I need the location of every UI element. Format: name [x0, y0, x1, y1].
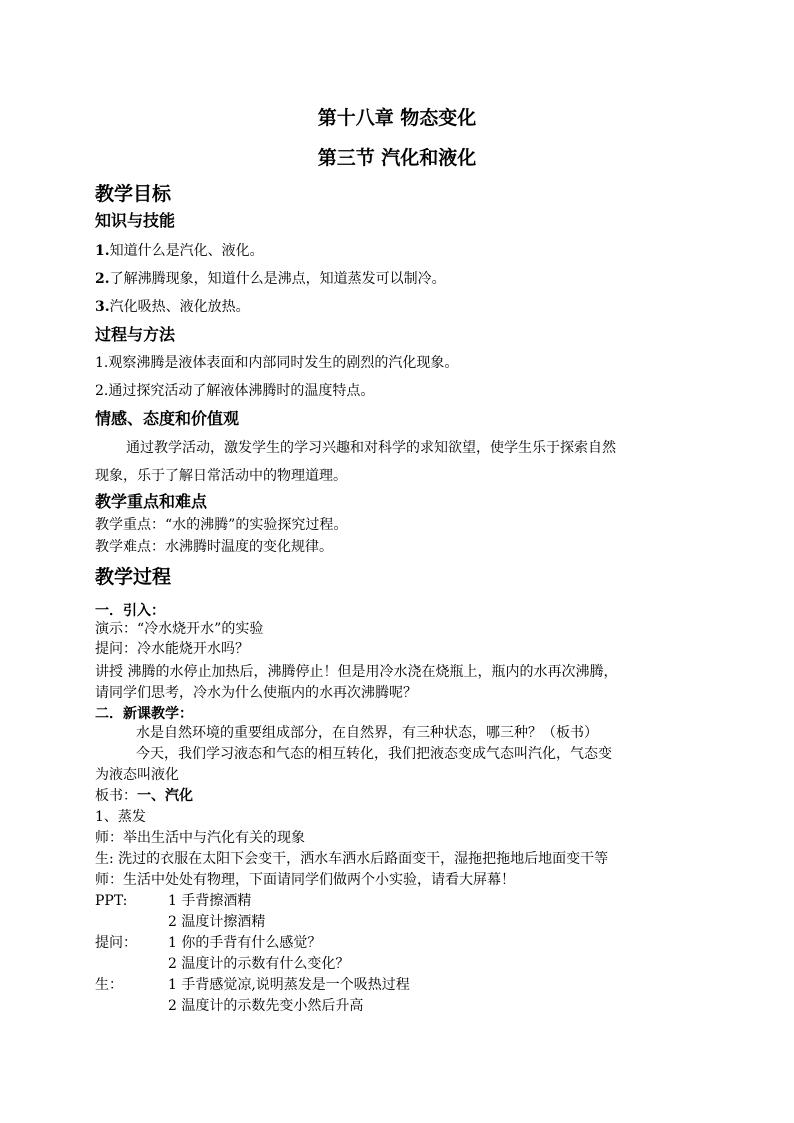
item-text: 了解沸腾现象，知道什么是沸点，知道蒸发可以制冷。 [109, 271, 446, 287]
new-lesson-heading: 二．新课教学： [95, 706, 193, 722]
ppt-item: 2 温度计擦酒精 [168, 914, 266, 930]
ask-item: 2 温度计的示数有什么变化？ [168, 956, 350, 972]
chapter-title: 第十八章 物态变化 [317, 107, 477, 129]
intro-line: 为液态叫液化 [95, 767, 179, 783]
item-text: 汽化吸热、液化放热。 [109, 299, 250, 315]
knowledge-item [95, 244, 264, 258]
student-item: 2 温度计的示数先变小然后升高 [168, 998, 364, 1014]
section-title: 第三节 汽化和液化 [317, 147, 477, 169]
question-line: 提问：冷水能烧开水吗？ [95, 641, 249, 657]
key-points-heading: 教学重点和难点 [95, 492, 208, 511]
item-text: 知道什么是汽化、液化。 [109, 243, 264, 259]
board-prefix: 板书： [95, 788, 137, 804]
key-difficulty: 教学难点：水沸腾时温度的变化规律。 [95, 539, 333, 555]
emotion-line: 通过教学活动，激发学生的学习兴趣和对科学的求知欲望，使学生乐于探索自然 [126, 440, 616, 456]
knowledge-item [95, 272, 446, 286]
item-number: 2. [95, 271, 110, 287]
board-line [95, 789, 193, 803]
item-number: 3. [95, 299, 110, 315]
ppt-item: 1 手背擦酒精 [168, 893, 252, 909]
process-item: 2.通过探究活动了解液体沸腾时的温度特点。 [95, 383, 375, 399]
subheading-evaporation: 1、蒸发 [95, 809, 146, 825]
intro-line: 今天，我们学习液态和气态的相互转化，我们把液态变成气态叫汽化，气态变 [136, 746, 612, 762]
knowledge-item [95, 300, 250, 314]
lecture-line: 请同学们思考，冷水为什么使瓶内的水再次沸腾呢？ [95, 685, 417, 701]
teaching-process-heading: 教学过程 [95, 566, 172, 588]
ask-label: 提问： [95, 935, 137, 951]
teacher-line: 师：举出生活中与汽化有关的现象 [95, 830, 305, 846]
item-number: 1. [95, 243, 110, 259]
process-method-heading: 过程与方法 [95, 325, 176, 344]
demo-line: 演示：“冷水烧开水”的实验 [95, 621, 264, 637]
teacher-line: 师：生活中处处有物理，下面请同学们做两个小实验，请看大屏幕！ [95, 872, 515, 888]
ppt-label: PPT: [95, 893, 128, 909]
objectives-heading: 教学目标 [95, 183, 172, 205]
knowledge-heading: 知识与技能 [95, 211, 176, 230]
intro-heading: 一．引入： [95, 603, 165, 619]
ask-item: 1 你的手背有什么感觉？ [168, 935, 322, 951]
student-label: 生： [95, 977, 123, 993]
lecture-line: 讲授 沸腾的水停止加热后，沸腾停止！但是用冷水浇在烧瓶上，瓶内的水再次沸腾， [95, 664, 618, 680]
board-item: 一、汽化 [137, 788, 193, 804]
emotion-heading: 情感、态度和价值观 [95, 409, 240, 428]
student-item: 1 手背感觉凉,说明蒸发是一个吸热过程 [168, 977, 410, 993]
key-focus: 教学重点：“水的沸腾”的实验探究过程。 [95, 517, 348, 533]
emotion-line: 现象，乐于了解日常活动中的物理道理。 [95, 468, 347, 484]
process-item: 1.观察沸腾是液体表面和内部同时发生的剧烈的汽化现象。 [95, 355, 459, 371]
intro-line: 水是自然环境的重要组成部分，在自然界，有三种状态，哪三种？（板书） [136, 725, 598, 741]
student-line: 生: 洗过的衣服在太阳下会变干，洒水车洒水后路面变干，湿拖把拖地后地面变干等 [95, 851, 609, 867]
